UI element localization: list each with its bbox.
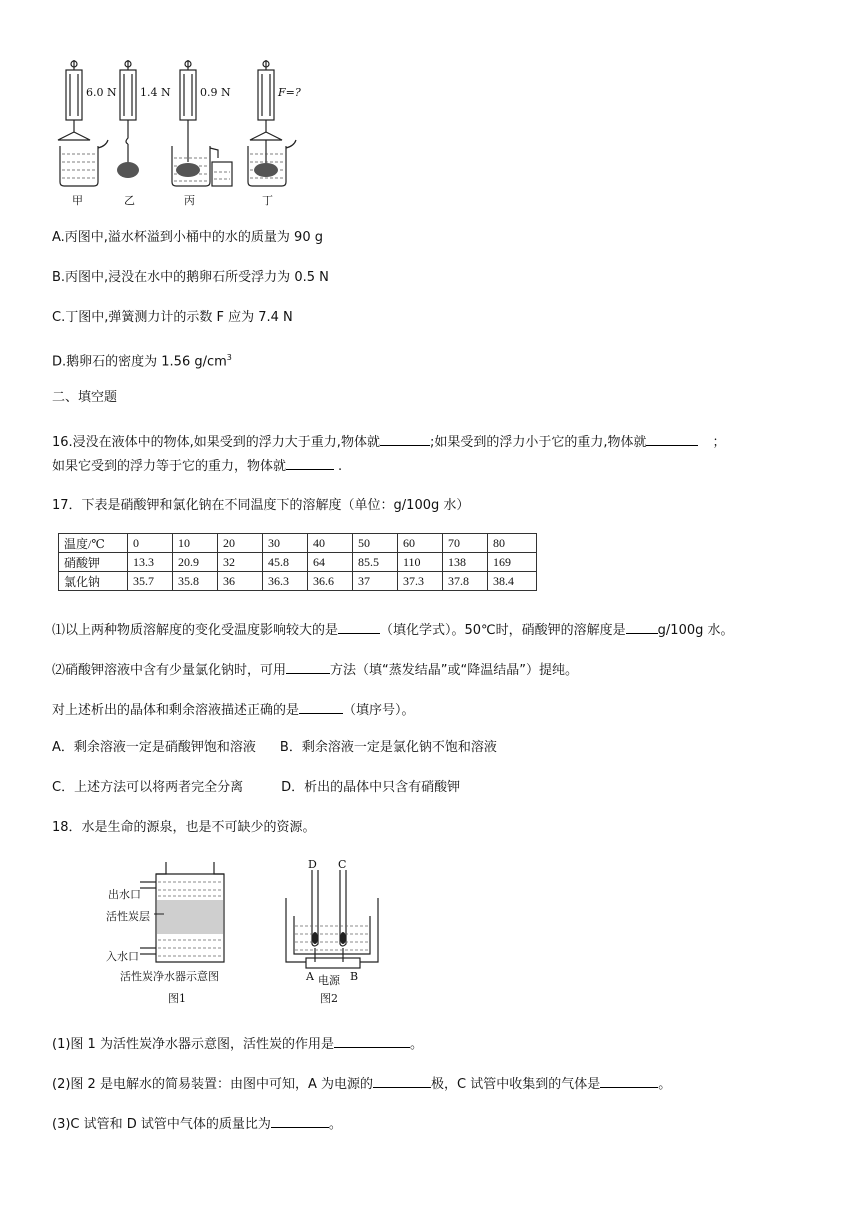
table-cell: 36	[218, 572, 263, 591]
q17-part-2	[52, 659, 578, 680]
table-cell: 169	[488, 553, 537, 572]
label-bing: 丙	[184, 194, 195, 207]
section-title: 二、填空题	[52, 390, 118, 405]
table-cell: 37	[353, 572, 398, 591]
q16-blank-3[interactable]	[286, 455, 334, 470]
q17-p2-text-a: ⑵硝酸钾溶液中含有少量氯化钠时，可用	[52, 663, 287, 678]
table-cell: 10	[173, 534, 218, 553]
fig2-label-d: D	[308, 858, 317, 871]
table-cell: 32	[218, 553, 263, 572]
label-yi: 乙	[124, 194, 135, 207]
purifier-diagram	[100, 858, 270, 1008]
table-cell: 70	[443, 534, 488, 553]
q15-option-d-sup: 3	[226, 353, 232, 362]
q15-option-d-text: D.鹅卵石的密度为 1.56 g/cm	[52, 354, 227, 370]
reading-jia: 6.0 N	[86, 86, 117, 99]
reading-bing: 0.9 N	[200, 86, 231, 99]
spring-scale-figure	[48, 58, 308, 208]
q16-text-2: ;如果受到的浮力小于它的重力,物体就	[429, 435, 647, 450]
q16-text-5: .	[338, 459, 343, 474]
q18-blank-pole[interactable]	[373, 1073, 431, 1088]
table-cell: 50	[353, 534, 398, 553]
q15-option-a: A.丙图中,溢水杯溢到小桶中的水的质量为 90 g	[52, 230, 323, 245]
table-row	[59, 534, 537, 553]
figure-2-electrolysis	[278, 858, 388, 1008]
q17-blank-solubility[interactable]	[626, 619, 658, 634]
q18-part-1	[52, 1033, 423, 1054]
fig1-inlet-label: 入水口	[106, 950, 139, 963]
q17-option-b: B．剩余溶液一定是氯化钠不饱和溶液	[279, 740, 497, 755]
q17-options-row-2	[52, 779, 460, 797]
reading-yi: 1.4 N	[140, 86, 171, 99]
table-cell: 40	[308, 534, 353, 553]
q18-p1-text-a: (1)图 1 为活性炭净水器示意图，活性炭的作用是	[52, 1037, 334, 1052]
q17-p1-text-a: ⑴以上两种物质溶解度的变化受温度影响较大的是	[52, 623, 339, 638]
q18-blank-carbon-role[interactable]	[334, 1033, 410, 1048]
q17-blank-choice[interactable]	[299, 699, 343, 714]
fig2-label-b: B	[350, 970, 359, 983]
fig1-number: 图1	[168, 992, 186, 1005]
spring-scale-diagram	[48, 58, 308, 208]
q17-part-3	[52, 699, 415, 720]
q17-options-row-1	[52, 739, 497, 757]
reading-ding: F=?	[278, 86, 301, 99]
q18-p1-text-b: 。	[409, 1037, 423, 1052]
q16-text-3: ；	[712, 435, 726, 450]
label-ding: 丁	[262, 194, 273, 207]
q18-p3-text-b: 。	[328, 1117, 342, 1132]
table-cell: 38.4	[488, 572, 537, 591]
fig1-caption: 活性炭净水器示意图	[120, 970, 219, 983]
figure-1-purifier	[100, 858, 270, 1008]
q15-option-b: B.丙图中,浸没在水中的鹅卵石所受浮力为 0.5 N	[52, 270, 329, 285]
q18-part-2	[52, 1073, 671, 1094]
q17-p3-text-a: 对上述析出的晶体和剩余溶液描述正确的是	[52, 703, 300, 718]
q16-blank-1[interactable]	[380, 431, 430, 446]
q18-p2-text-a: (2)图 2 是电解水的简易装置：由图中可知，A 为电源的	[52, 1077, 373, 1092]
table-row	[59, 572, 537, 591]
q16-blank-2[interactable]	[646, 431, 698, 446]
q16-line-2	[52, 455, 342, 476]
table-cell: 60	[398, 534, 443, 553]
table-cell: 20	[218, 534, 263, 553]
q17-p1-text-c: g/100g 水。	[657, 623, 734, 638]
q17-p3-text-b: （填序号）。	[343, 703, 415, 718]
q18-part-3	[52, 1113, 342, 1134]
q17-blank-formula[interactable]	[338, 619, 380, 634]
q18-p3-text-a: (3)C 试管和 D 试管中气体的质量比为	[52, 1117, 271, 1132]
q17-option-c: C．上述方法可以将两者完全分离	[52, 780, 244, 795]
table-cell: 硝酸钾	[59, 553, 128, 572]
q16-text-4: 如果它受到的浮力等于它的重力，物体就	[52, 459, 287, 474]
table-cell: 110	[398, 553, 443, 572]
table-cell: 36.3	[263, 572, 308, 591]
table-cell: 80	[488, 534, 537, 553]
q15-option-c: C.丁图中,弹簧测力计的示数 F 应为 7.4 N	[52, 310, 293, 325]
q18-blank-mass-ratio[interactable]	[271, 1113, 329, 1128]
fig2-number: 图2	[320, 992, 338, 1005]
fig2-label-a: A	[306, 970, 314, 983]
table-cell: 64	[308, 553, 353, 572]
table-cell: 45.8	[263, 553, 308, 572]
q17-part-1	[52, 619, 734, 640]
q17-intro: 17．下表是硝酸钾和氯化钠在不同温度下的溶解度（单位：g/100g 水）	[52, 498, 470, 513]
q18-p2-text-b: 极，C 试管中收集到的气体是	[430, 1077, 601, 1092]
fig1-outlet-label: 出水口	[108, 888, 141, 901]
q17-option-a: A．剩余溶液一定是硝酸钾饱和溶液	[52, 740, 256, 755]
table-cell: 85.5	[353, 553, 398, 572]
table-cell: 138	[443, 553, 488, 572]
table-row	[59, 553, 537, 572]
q16-text-1: 16.浸没在液体中的物体,如果受到的浮力大于重力,物体就	[52, 435, 380, 450]
table-cell: 30	[263, 534, 308, 553]
table-cell: 13.3	[128, 553, 173, 572]
table-cell: 氯化钠	[59, 572, 128, 591]
solubility-table	[58, 533, 537, 591]
q17-option-d: D．析出的晶体中只含有硝酸钾	[281, 780, 461, 795]
q18-intro: 18．水是生命的源泉，也是不可缺少的资源。	[52, 820, 316, 835]
q18-blank-gas[interactable]	[600, 1073, 658, 1088]
table-cell: 37.3	[398, 572, 443, 591]
table-cell: 35.7	[128, 572, 173, 591]
q15-option-d	[52, 349, 232, 371]
fig2-label-c: C	[338, 858, 347, 871]
table-cell: 35.8	[173, 572, 218, 591]
q17-p2-text-b: 方法（填“蒸发结晶”或“降温结晶”）提纯。	[330, 663, 578, 678]
table-cell: 20.9	[173, 553, 218, 572]
fig2-power-label: 电源	[318, 974, 340, 987]
table-cell: 36.6	[308, 572, 353, 591]
fig1-carbon-label: 活性炭层	[106, 910, 150, 923]
label-jia: 甲	[72, 194, 83, 207]
q17-blank-method[interactable]	[286, 659, 330, 674]
q18-p2-text-c: 。	[658, 1077, 672, 1092]
q17-p1-text-b: （填化学式）。50℃时，硝酸钾的溶解度是	[380, 623, 626, 638]
table-cell: 温度/℃	[59, 534, 128, 553]
table-cell: 0	[128, 534, 173, 553]
table-cell: 37.8	[443, 572, 488, 591]
q16-line-1	[52, 431, 725, 452]
